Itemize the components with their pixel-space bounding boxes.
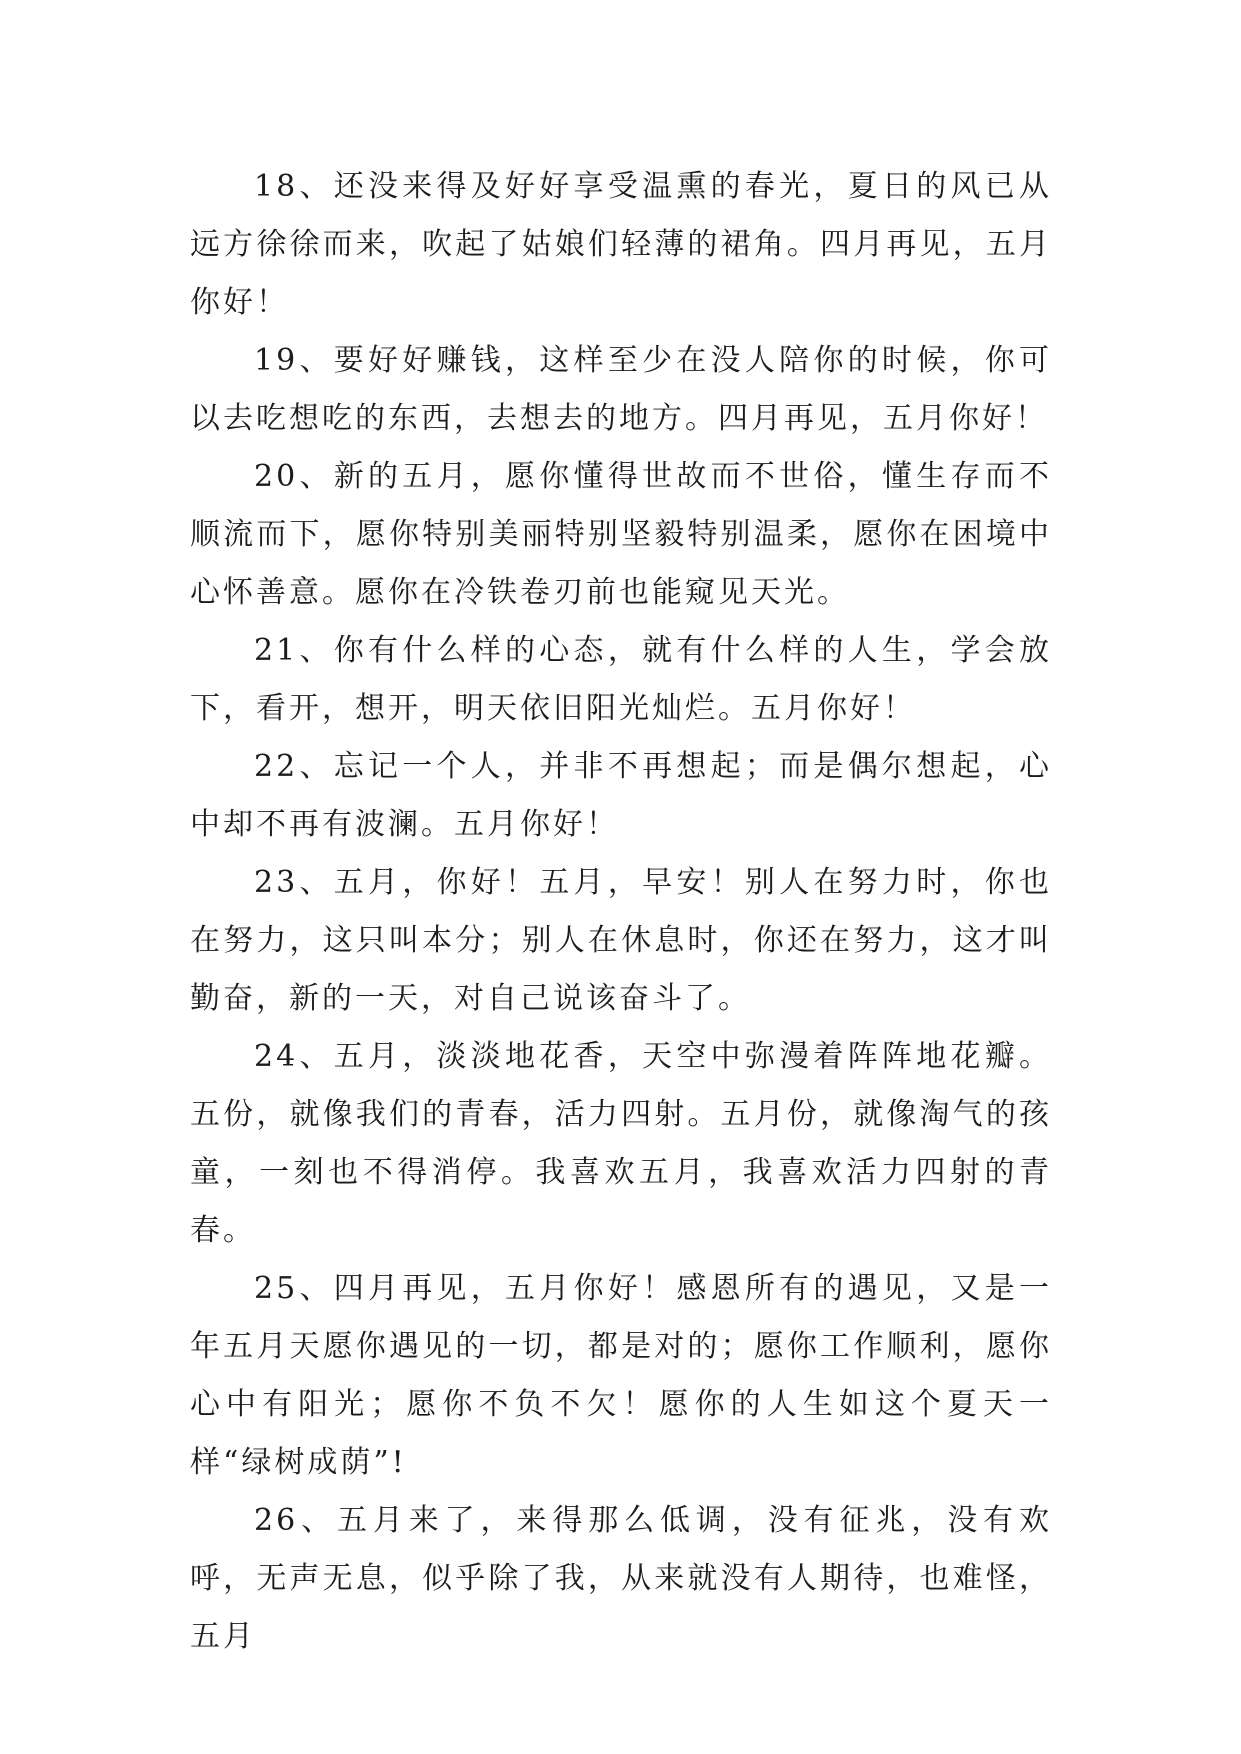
paragraph-25: 25、四月再见，五月你好！感恩所有的遇见，又是一年五月天愿你遇见的一切，都是对的；愿你工作顺利，愿你心中有阳光；愿你不负不欠！愿你的人生如这个夏天一样“绿树成荫”! xyxy=(190,1271,1052,1480)
paragraph-24: 24、五月，淡淡地花香，天空中弥漫着阵阵地花瓣。五份，就像我们的青春，活力四射。五月份，就像淘气的孩童，一刻也不得消停。我喜欢五月，我喜欢活力四射的青春。 xyxy=(190,1039,1052,1248)
paragraph-22: 22、忘记一个人，并非不再想起；而是偶尔想起，心中却不再有波澜。五月你好！ xyxy=(190,749,1052,842)
paragraph-26: 26、五月来了，来得那么低调，没有征兆，没有欢呼，无声无息，似乎除了我，从来就没有人期待，也难怪，五月 xyxy=(190,1503,1052,1654)
paragraph-20: 20、新的五月，愿你懂得世故而不世俗，懂生存而不顺流而下，愿你特别美丽特别坚毅特别温柔，愿你在困境中心怀善意。愿你在冷铁卷刃前也能窥见天光。 xyxy=(190,459,1052,610)
paragraph-18: 18、还没来得及好好享受温熏的春光，夏日的风已从远方徐徐而来，吹起了姑娘们轻薄的裙角。四月再见，五月你好！ xyxy=(190,169,1052,320)
paragraph-23: 23、五月，你好！五月，早安！别人在努力时，你也在努力，这只叫本分；别人在休息时，你还在努力，这才叫勤奋，新的一天，对自己说该奋斗了。 xyxy=(190,865,1052,1016)
paragraph-21: 21、你有什么样的心态，就有什么样的人生，学会放下，看开，想开，明天依旧阳光灿烂。五月你好！ xyxy=(190,633,1052,726)
paragraph-19: 19、要好好赚钱，这样至少在没人陪你的时候，你可以去吃想吃的东西，去想去的地方。四月再见，五月你好！ xyxy=(190,343,1052,436)
document-body xyxy=(190,158,1052,1666)
